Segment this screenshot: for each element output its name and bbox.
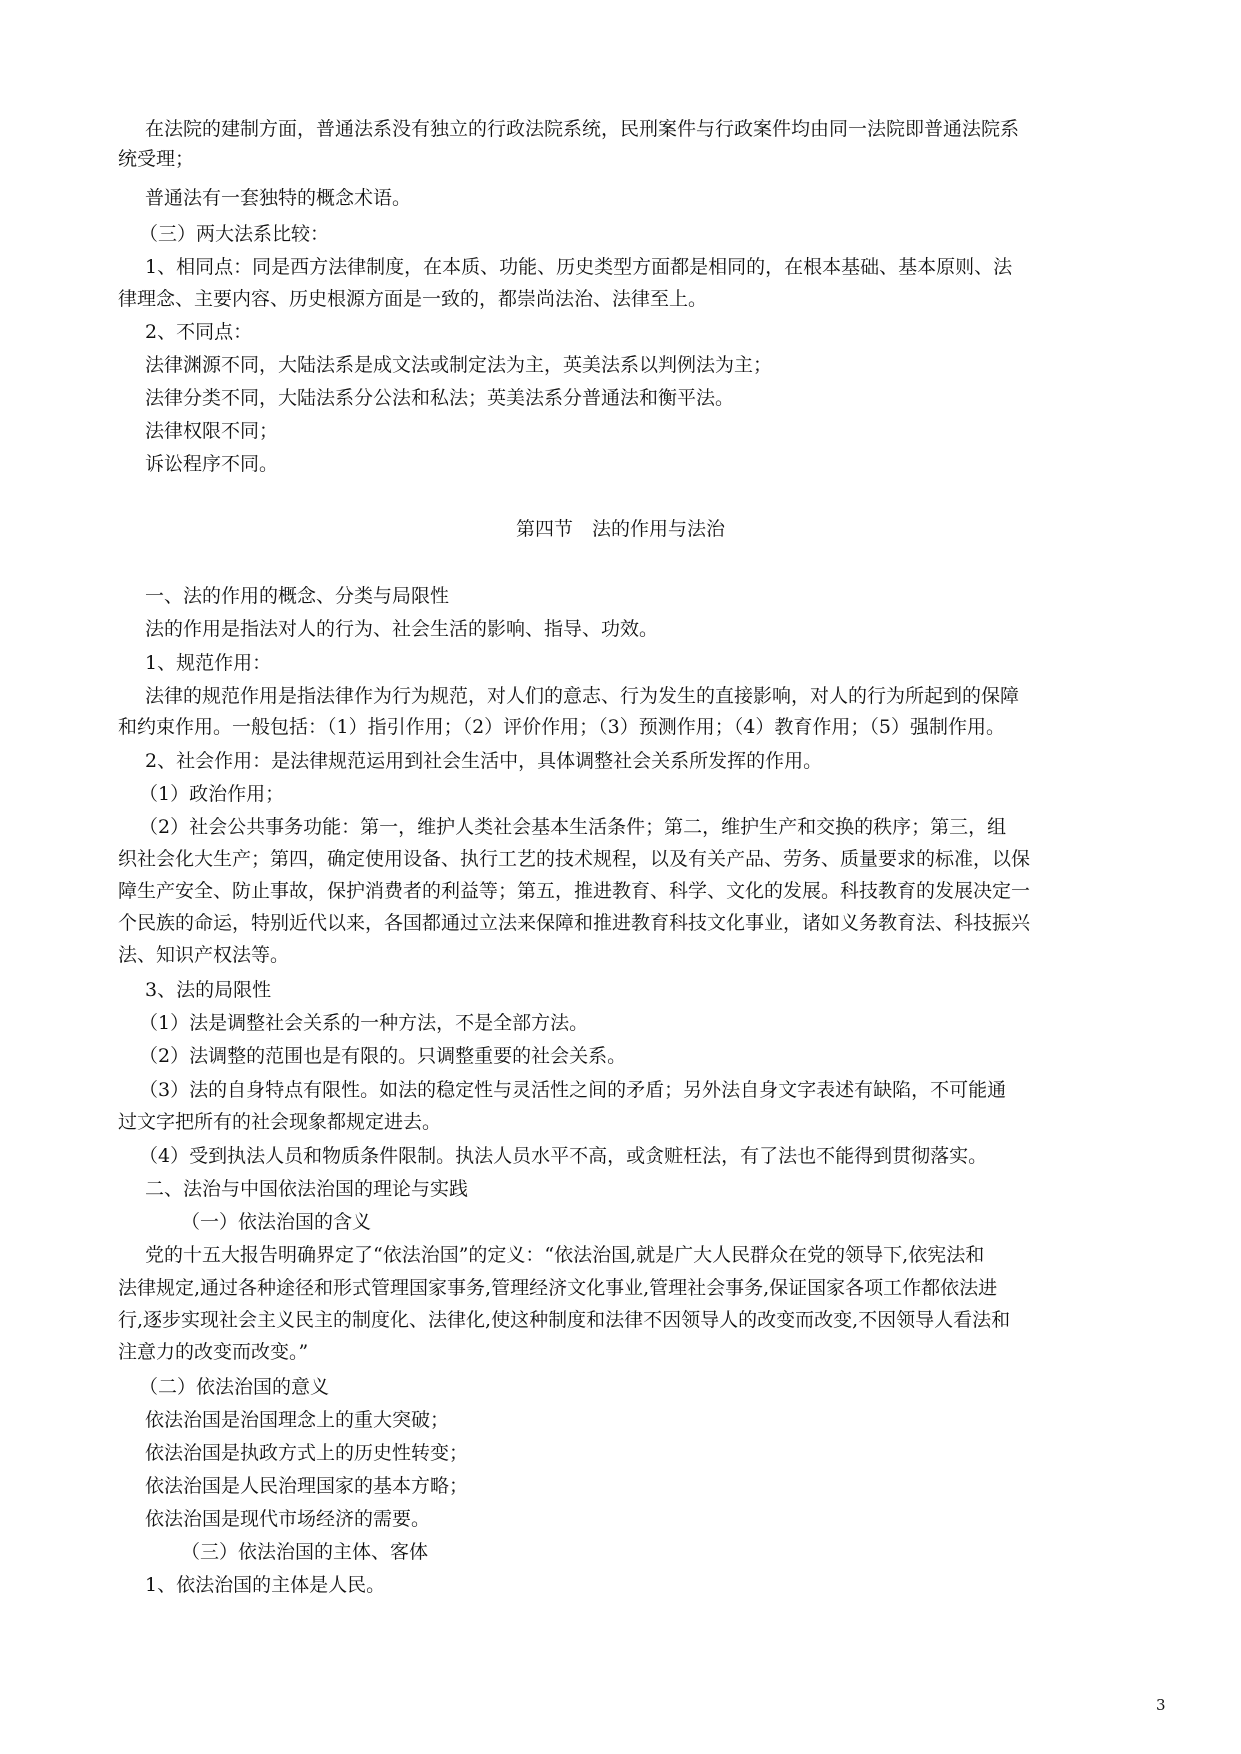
subheading: （一）依法治国的含义 xyxy=(181,1211,372,1233)
paragraph-line: （2）社会公共事务功能：第一，维护人类社会基本生活条件；第二，维护生产和交换的秩序；第三，组 xyxy=(139,816,1007,838)
paragraph-line: （1）政治作用； xyxy=(139,783,285,805)
paragraph-line: 律理念、主要内容、历史根源方面是一致的，都崇尚法治、法律至上。 xyxy=(118,288,708,310)
paragraph-line: 在法院的建制方面，普通法系没有独立的行政法院系统，民刑案件与行政案件均由同一法院即普通法院系 xyxy=(145,118,1020,140)
subheading: 一、法的作用的概念、分类与局限性 xyxy=(145,585,450,607)
paragraph-line: 法律渊源不同，大陆法系是成文法或制定法为主，英美法系以判例法为主； xyxy=(145,354,773,376)
paragraph-line: 法律权限不同； xyxy=(145,420,279,442)
paragraph-line: （1）法是调整社会关系的一种方法，不是全部方法。 xyxy=(139,1012,589,1034)
paragraph-line: 过文字把所有的社会现象都规定进去。 xyxy=(118,1111,442,1133)
paragraph-line: 1、规范作用： xyxy=(145,652,272,674)
subheading: 二、法治与中国依法治国的理论与实践 xyxy=(145,1178,469,1200)
paragraph-line: 普通法有一套独特的概念术语。 xyxy=(145,187,412,209)
paragraph-line: 个民族的命运，特别近代以来，各国都通过立法来保障和推进教育科技文化事业，诸如义务教育法、科技振兴 xyxy=(118,912,1031,934)
paragraph-line: （4）受到执法人员和物质条件限制。执法人员水平不高，或贪赃枉法，有了法也不能得到贯彻落实。 xyxy=(139,1145,988,1167)
paragraph-line: 依法治国是现代市场经济的需要。 xyxy=(145,1508,431,1530)
paragraph-line: 法律的规范作用是指法律作为行为规范，对人们的意志、行为发生的直接影响，对人的行为所起到的保障 xyxy=(145,685,1020,707)
paragraph-line: 和约束作用。一般包括：（1）指引作用；（2）评价作用；（3）预测作用；（4）教育作用；（5）强制作用。 xyxy=(118,716,1005,738)
paragraph-line: 1、依法治国的主体是人民。 xyxy=(145,1574,386,1596)
paragraph-line: 法的作用是指法对人的行为、社会生活的影响、指导、功效。 xyxy=(145,618,659,640)
paragraph-line: 2、不同点： xyxy=(145,321,253,343)
paragraph-line: 统受理； xyxy=(118,148,195,170)
page-number: 3 xyxy=(1156,1696,1166,1714)
paragraph-line: 织社会化大生产；第四，确定使用设备、执行工艺的技术规程，以及有关产品、劳务、质量要求的标准，以保 xyxy=(118,848,1031,870)
paragraph-line: 党的十五大报告明确界定了“依法治国”的定义：“依法治国,就是广大人民群众在党的领导下,依宪法和 xyxy=(145,1244,985,1266)
subheading: （二）依法治国的意义 xyxy=(139,1376,330,1398)
paragraph-line: 依法治国是执政方式上的历史性转变； xyxy=(145,1442,469,1464)
paragraph-line: 2、社会作用：是法律规范运用到社会生活中，具体调整社会关系所发挥的作用。 xyxy=(145,750,823,772)
paragraph-line: 行,逐步实现社会主义民主的制度化、法律化,使这种制度和法律不因领导人的改变而改变,不因领导人看法和 xyxy=(118,1309,1011,1331)
paragraph-line: 1、相同点：同是西方法律制度，在本质、功能、历史类型方面都是相同的，在根本基础、基本原则、法 xyxy=(145,256,1013,278)
paragraph-line: 障生产安全、防止事故，保护消费者的利益等；第五，推进教育、科学、文化的发展。科技教育的发展决定一 xyxy=(118,880,1031,902)
subheading: （三）两大法系比较： xyxy=(139,223,330,245)
paragraph-line: 诉讼程序不同。 xyxy=(145,453,279,475)
paragraph-line: 依法治国是治国理念上的重大突破； xyxy=(145,1409,450,1431)
section-title: 第四节 法的作用与法治 xyxy=(515,518,725,540)
subheading: 3、法的局限性 xyxy=(145,979,272,1001)
paragraph-line: 注意力的改变而改变。” xyxy=(118,1341,309,1363)
subheading: （三）依法治国的主体、客体 xyxy=(181,1541,429,1563)
paragraph-line: 法、知识产权法等。 xyxy=(118,944,290,966)
paragraph-line: 法律规定,通过各种途径和形式管理国家事务,管理经济文化事业,管理社会事务,保证国家各项工作都依法进 xyxy=(118,1277,998,1299)
paragraph-line: 法律分类不同，大陆法系分公法和私法；英美法系分普通法和衡平法。 xyxy=(145,387,735,409)
paragraph-line: 依法治国是人民治理国家的基本方略； xyxy=(145,1475,469,1497)
paragraph-line: （3）法的自身特点有限性。如法的稳定性与灵活性之间的矛盾；另外法自身文字表述有缺陷，不可能通 xyxy=(139,1079,1007,1101)
paragraph-line: （2）法调整的范围也是有限的。只调整重要的社会关系。 xyxy=(139,1045,627,1067)
